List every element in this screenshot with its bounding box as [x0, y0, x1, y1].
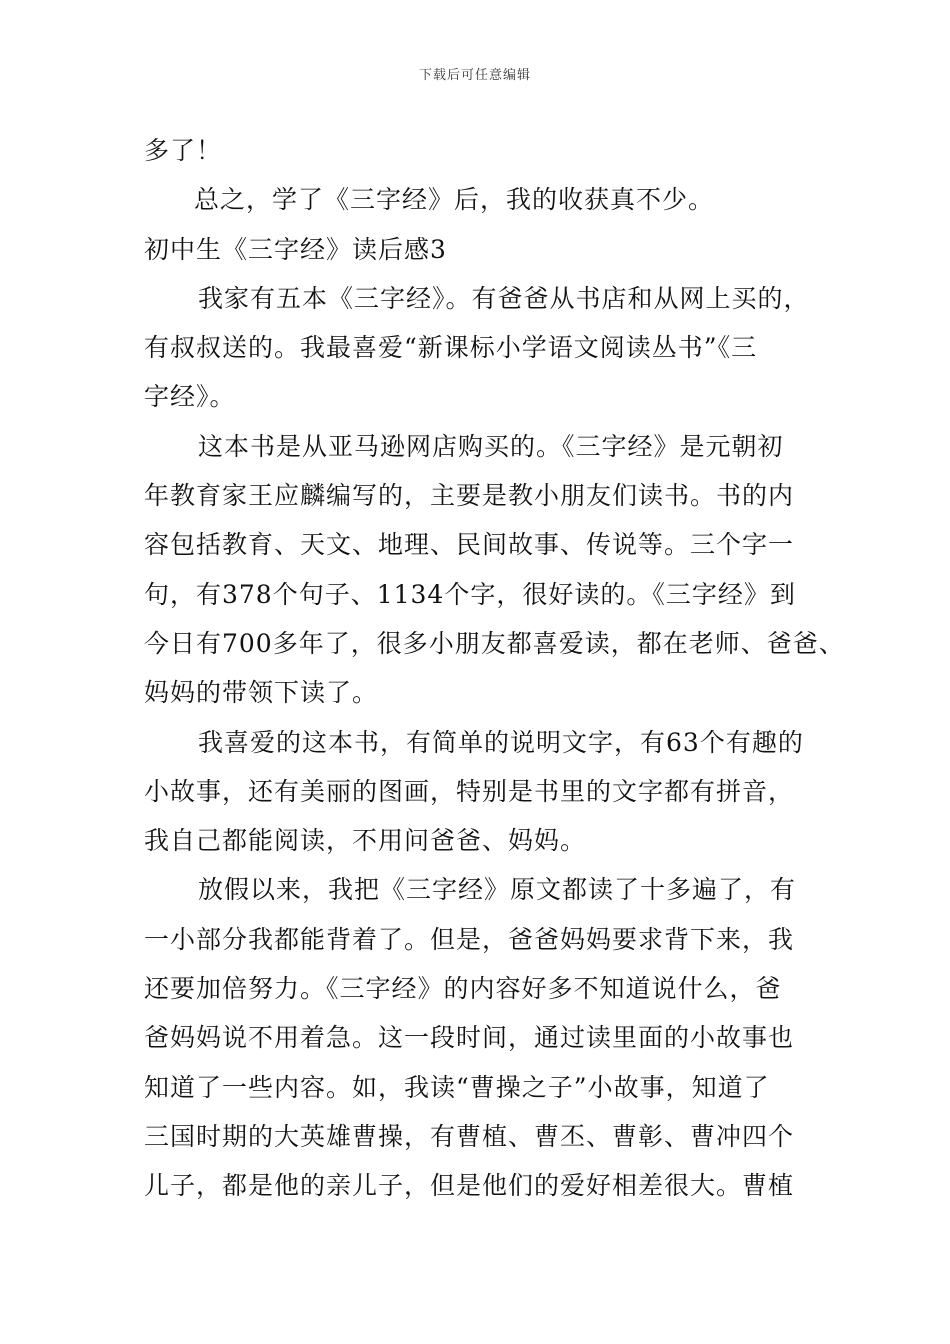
text-line: 放假以来，我把《三字经》原文都读了十多遍了，有 [198, 875, 797, 905]
text-line: 还要加倍努力。《三字经》的内容好多不知道说什么，爸 [144, 974, 782, 1004]
text-line: 三国时期的大英雄曹操，有曹植、曹丕、曹彰、曹冲四个 [144, 1121, 795, 1151]
text-line: 爸妈妈说不用着急。这一段时间，通过读里面的小故事也 [144, 1023, 795, 1053]
text-line: 有叔叔送的。我最喜爱“新课标小学语文阅读丛书”《三 [144, 333, 758, 363]
document-body [144, 126, 845, 1211]
text-line: 字经》。 [144, 382, 236, 412]
text-line: 知道了一些内容。如，我读“曹操之子”小故事，知道了 [144, 1072, 770, 1102]
text-line: 我家有五本《三字经》。有爸爸从书店和从网上买的， [198, 283, 810, 313]
text-line: 句，有378个句子、1134个字，很好读的。《三字经》到 [144, 579, 796, 609]
text-line: 儿子，都是他的亲儿子，但是他们的爱好相差很大。曹植 [144, 1171, 795, 1201]
text-line: 一小部分我都能背着了。但是，爸爸妈妈要求背下来，我 [144, 924, 795, 954]
text-line: 小故事，还有美丽的图画，特别是书里的文字都有拼音， [144, 776, 795, 806]
section-heading: 初中生《三字经》读后感3 [144, 234, 447, 264]
page-header-note: 下载后可任意编辑 [418, 68, 531, 83]
text-line: 今日有700多年了，很多小朋友都喜爱读，都在老师、爸爸、 [144, 628, 845, 658]
text-line: 我喜爱的这本书，有简单的说明文字，有63个有趣的 [198, 727, 804, 757]
text-line: 这本书是从亚马逊网店购买的。《三字经》是元朝初 [198, 431, 784, 461]
text-line: 容包括教育、天文、地理、民间故事、传说等。三个字一 [144, 530, 795, 560]
text-line: 多了！ [144, 136, 223, 165]
text-line: 总之，学了《三字经》后，我的收获真不少。 [194, 185, 715, 215]
text-line: 我自己都能阅读，不用问爸爸、妈妈。 [144, 826, 587, 856]
text-line: 妈妈的带领下读了。 [144, 678, 379, 708]
text-line: 年教育家王应麟编写的，主要是教小朋友们读书。书的内 [144, 481, 795, 511]
